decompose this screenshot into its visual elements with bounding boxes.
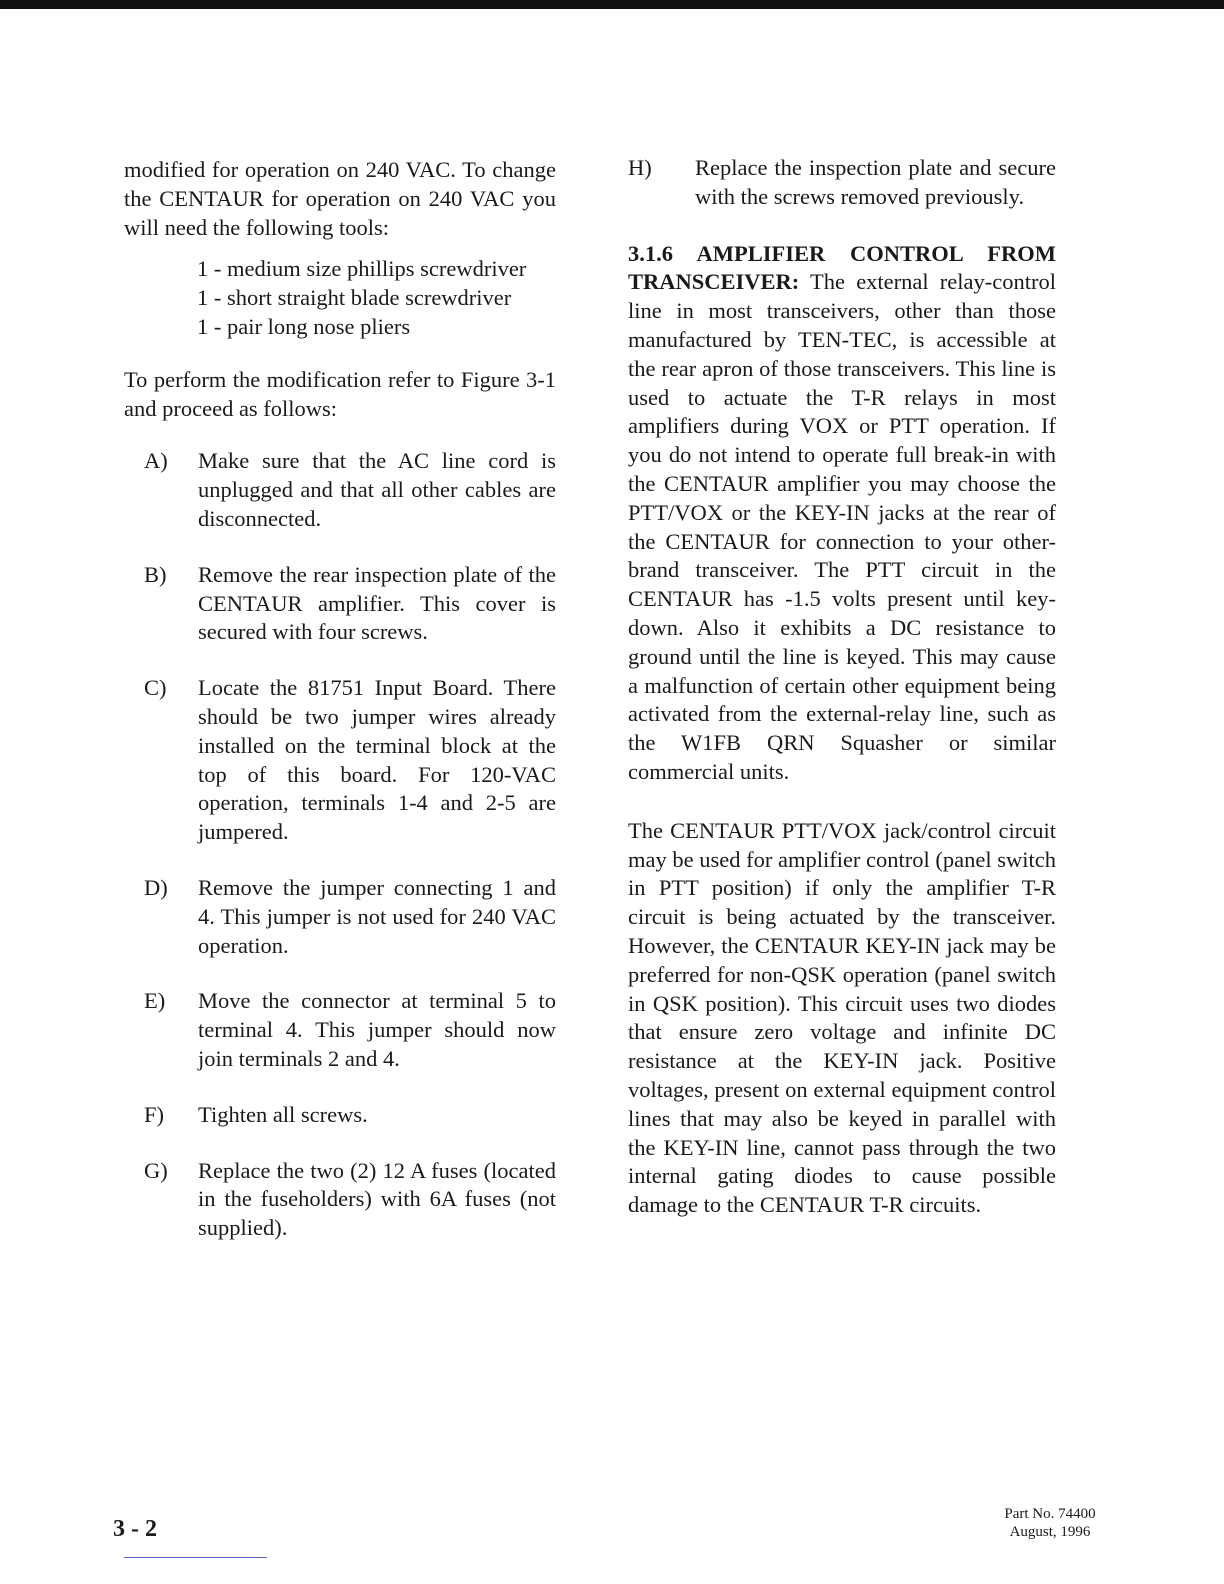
step-label: C) xyxy=(144,675,167,701)
step-label: F) xyxy=(144,1101,165,1127)
part-number: Part No. 74400 xyxy=(1004,1506,1096,1522)
step-label: D) xyxy=(144,874,168,900)
right-column xyxy=(628,154,1056,1220)
step-text: Locate the 81751 Input Board. There should be two jumper wires already installed on the terminal block at the top of this board. For 120-VAC operation, terminals 1-4 and 2-5 are jumpered. xyxy=(198,675,556,845)
step-text: Tighten all screws. xyxy=(198,1101,368,1127)
part-number-block xyxy=(990,1505,1110,1541)
tool-item: 1 - pair long nose pliers xyxy=(197,313,411,339)
procedure-intro: To perform the modification refer to Figure 3-1 and proceed as follows: xyxy=(124,366,556,421)
section-paragraph-2: The CENTAUR PTT/VOX jack/control circuit may be used for amplifier control (panel switch in PTT position) if only the amplifier T-R circuit is being actuated by the transceiver. However, the CENTAUR KEY-IN jack may be preferred for non-QSK operation (panel switch in QSK position). This circuit uses two diodes that ensure zero voltage and infinite DC resistance at the KEY-IN jack. Positive voltages, present on external equipment control lines that may also be keyed in parallel with the KEY-IN line, cannot pass through the two internal gating diodes to cause possible damage to the CENTAUR T-R circuits. xyxy=(628,817,1056,1218)
step-text: Remove the rear inspection plate of the CENTAUR amplifier. This cover is secured with four screws. xyxy=(198,561,556,645)
section-body: The external relay-control line in most transceivers, other than those manufactured by TEN-TEC, is accessible at the rear apron of those transceivers. This line is used to actuate the T-R relays in most amplifiers during VOX or PTT operation. If you do not intend to operate full break-in with the CENTAUR amplifier you may choose the PTT/VOX or the KEY-IN jacks at the rear of the CENTAUR for connection to your other-brand transceiver. The PTT circuit in the CENTAUR has -1.5 volts present until key-down. Also it exhibits a DC resistance to ground until the line is keyed. This may cause a malfunction of certain other equipment being activated from the external-relay line, such as the W1FB QRN Squasher or similar commercial units. xyxy=(628,269,1056,784)
step-b xyxy=(124,561,556,647)
publication-date: August, 1996 xyxy=(1009,1524,1091,1540)
step-f xyxy=(124,1101,556,1130)
step-e xyxy=(124,987,556,1073)
step-text: Move the connector at terminal 5 to terminal 4. This jumper should now join terminals 2 and 4. xyxy=(198,988,556,1071)
top-scan-border xyxy=(0,0,1224,9)
page-number: 3 - 2 xyxy=(113,1516,157,1542)
steps-list xyxy=(124,447,556,1243)
step-a xyxy=(124,447,556,533)
step-label: G) xyxy=(144,1157,168,1183)
section-paragraph-1 xyxy=(628,240,1056,787)
step-text: Replace the inspection plate and secure with the screws removed previously. xyxy=(695,155,1056,209)
step-d xyxy=(124,874,556,960)
step-label: H) xyxy=(628,155,652,180)
tools-list xyxy=(197,255,556,341)
step-label: A) xyxy=(144,448,168,474)
step-c xyxy=(124,674,556,847)
step-text: Replace the two (2) 12 A fuses (located in the fuseholders) with 6A fuses (not supplied). xyxy=(198,1157,556,1241)
step-label: B) xyxy=(144,561,167,587)
step-text: Make sure that the AC line cord is unplugged and that all other cables are disconnected. xyxy=(198,448,556,531)
step-text: Remove the jumper connecting 1 and 4. This jumper is not used for 240 VAC operation. xyxy=(198,874,556,958)
tool-item: 1 - short straight blade screwdriver xyxy=(197,285,512,311)
intro-paragraph: modified for operation on 240 VAC. To change the CENTAUR for operation on 240 VAC you will need the following tools: xyxy=(124,157,556,240)
section-heading: 3.1.6 AMPLIFIER CONTROL FROM TRANSCEIVER: xyxy=(628,240,1056,295)
footer-rule xyxy=(124,1557,267,1558)
tool-item: 1 - medium size phillips screwdriver xyxy=(197,256,527,282)
step-label: E) xyxy=(144,988,166,1014)
step-g xyxy=(124,1157,556,1243)
left-column xyxy=(124,156,556,1270)
step-h xyxy=(628,154,1056,212)
